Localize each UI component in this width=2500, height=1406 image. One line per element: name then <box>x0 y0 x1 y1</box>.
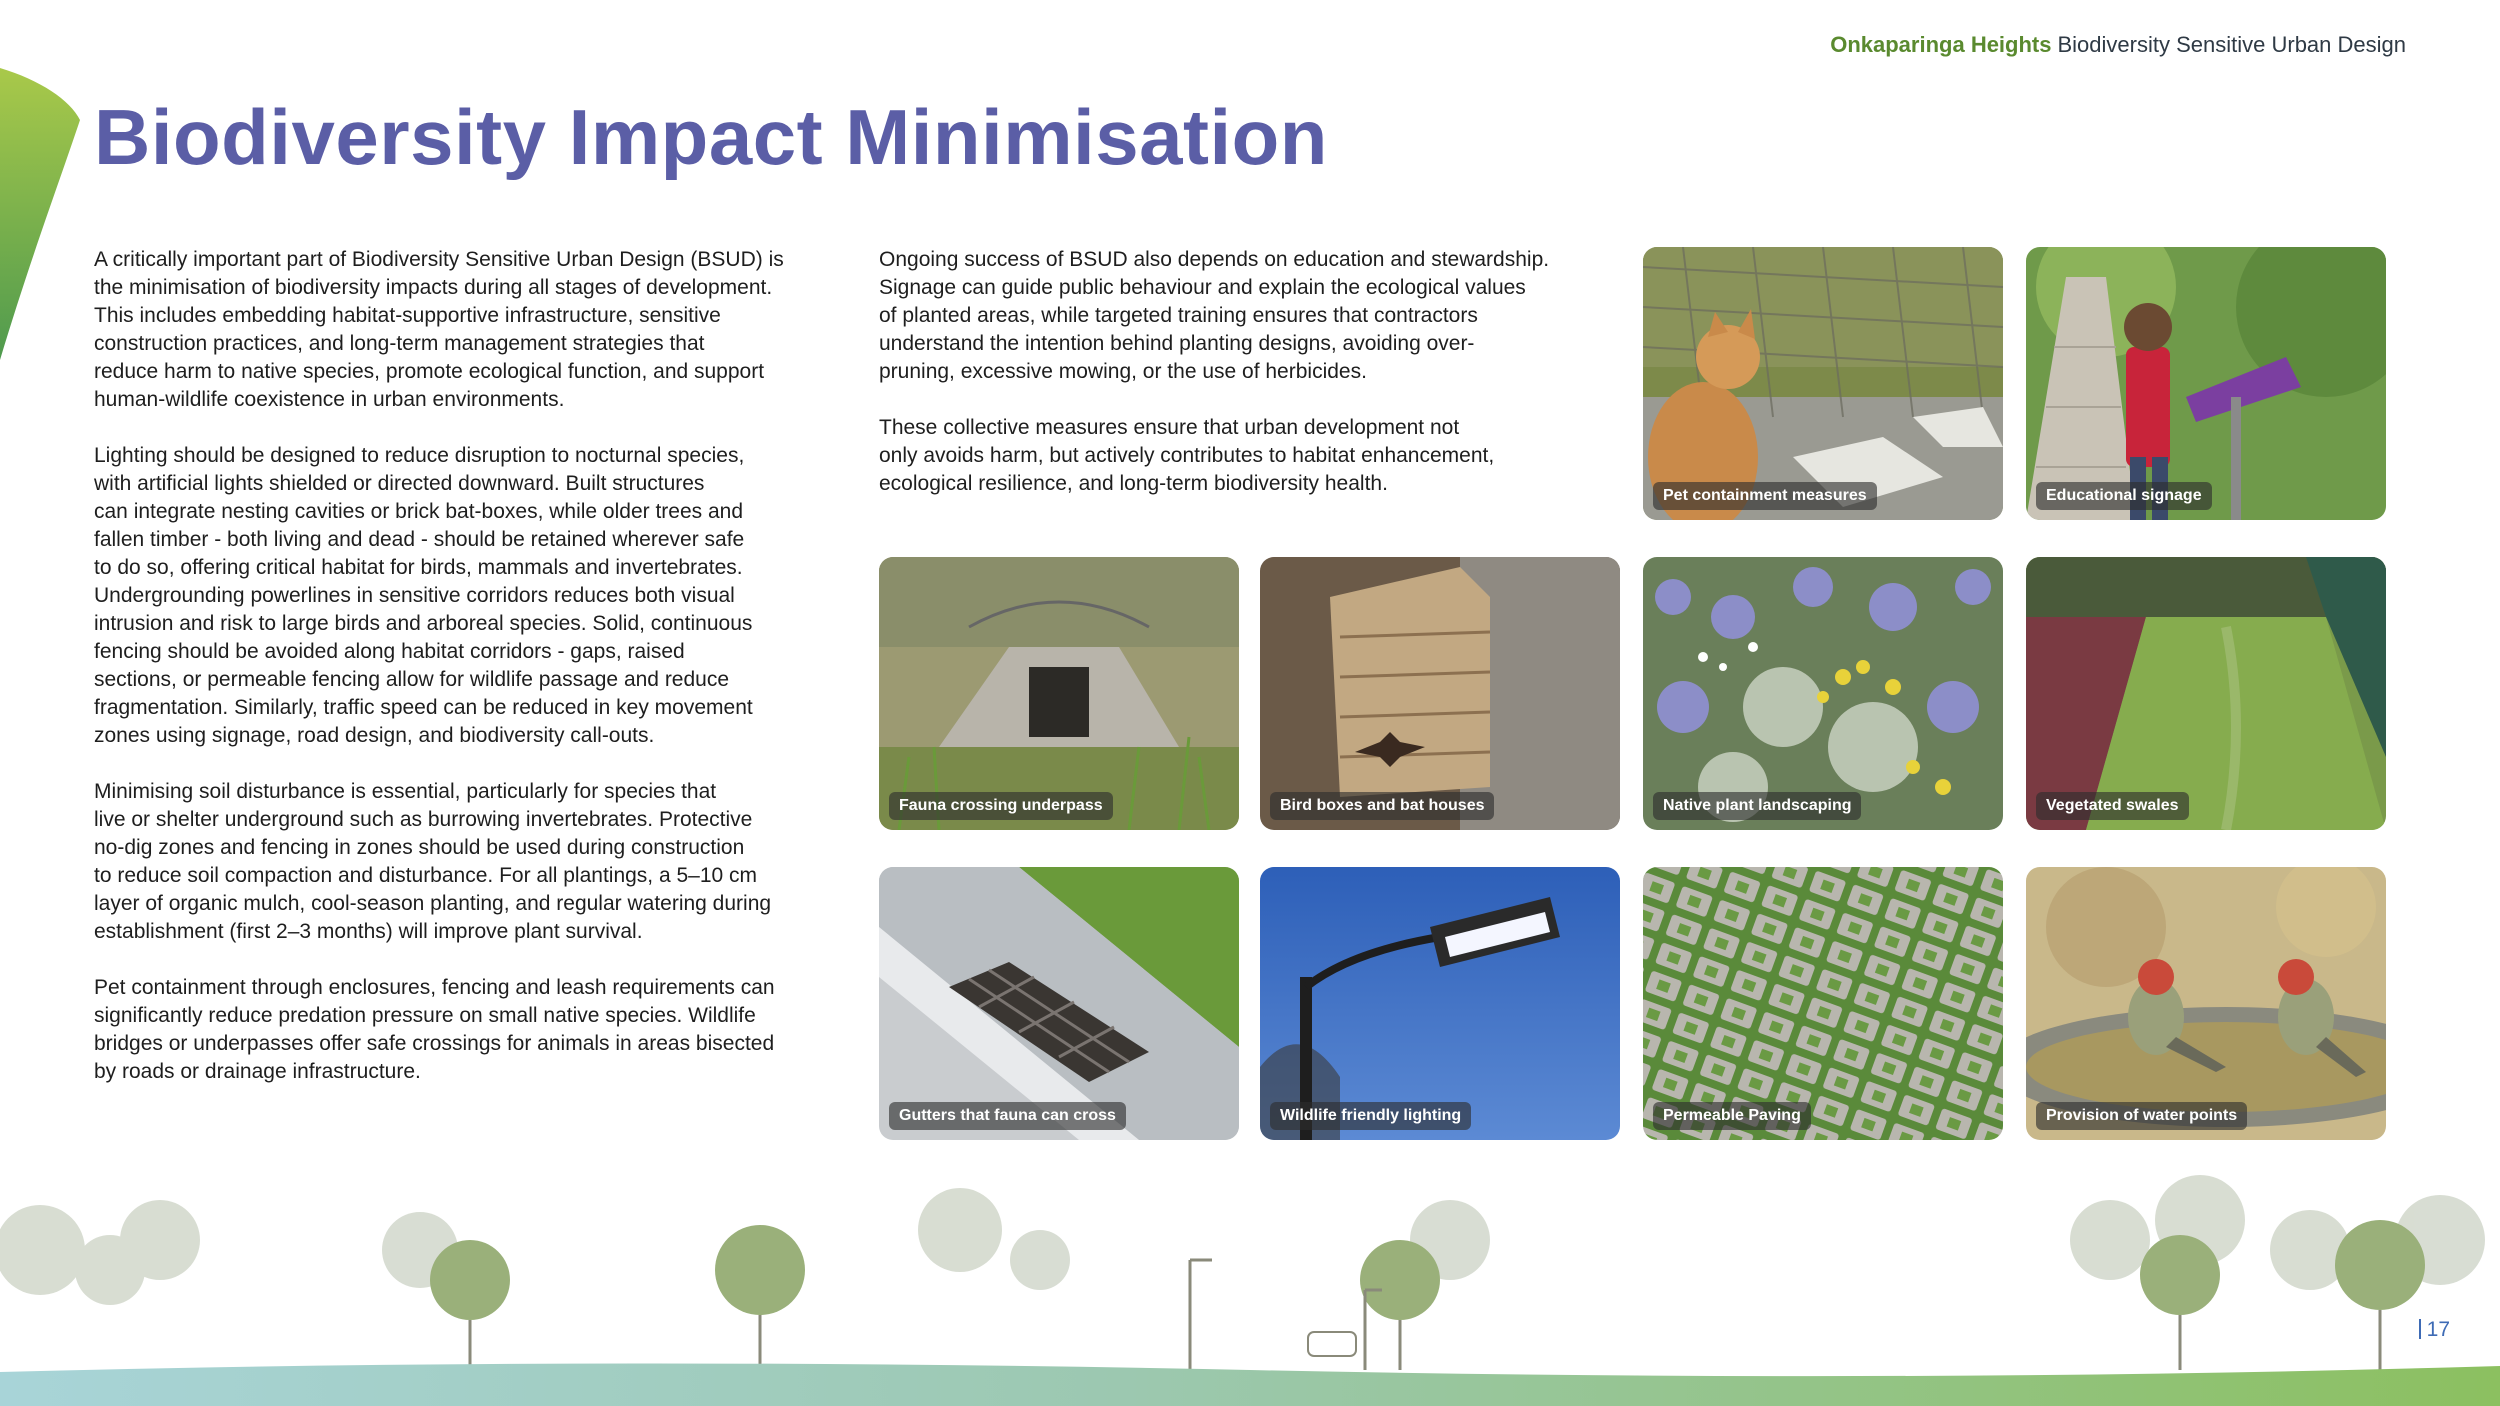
paragraph: Ongoing success of BSUD also depends on education and stewardship. Signage can guide public behaviour and explain the ecological values of planted areas, while targeted training ensures that contractors understand the intention behind planting designs, avoiding over- pruning, excessive mowing, or the use of herbicides. <box>879 248 1550 383</box>
pet-containment-image <box>1643 247 2003 520</box>
photo-caption: Wildlife friendly lighting <box>1270 1102 1471 1130</box>
photo-bird-boxes <box>1260 557 1620 830</box>
green-swoosh-decoration <box>0 60 90 380</box>
photo-vegetated-swales <box>2026 557 2386 830</box>
vegetated-swales-image <box>2026 557 2386 830</box>
paragraph: Lighting should be designed to reduce disruption to nocturnal species, with artificial lights shielded or directed downward. Built structures can integrate nesting cavities or brick bat-boxes, while older trees and fallen timber - both living and dead - should be retained wherever safe to do so, offering critical habitat for birds, mammals and invertebrates. Undergrounding powerlines in sensitive corridors reduces both visual intrusion and risk to large birds and arboreal species. Solid, continuous fencing should be avoided along habitat corridors - gaps, raised sections, or permeable fencing allow for wildlife passage and reduce fragmentation. Similarly, traffic speed can be reduced in key movement zones using signage, road design, and biodiversity call-outs. <box>94 444 753 747</box>
photo-water-points <box>2026 867 2386 1140</box>
paragraph: A critically important part of Biodiversity Sensitive Urban Design (BSUD) is the minimisation of biodiversity impacts during all stages of development. This includes embedding habitat-supportive infrastructure, sensitive construction practices, and long-term management strategies that reduce harm to native species, promote ecological function, and support human-wildlife coexistence in urban environments. <box>94 248 784 411</box>
photo-fauna-underpass <box>879 557 1239 830</box>
photo-caption: Vegetated swales <box>2036 792 2189 820</box>
photo-caption: Native plant landscaping <box>1653 792 1861 820</box>
brand-name: Onkaparinga Heights <box>1830 32 2052 57</box>
page-number <box>2419 1318 2450 1342</box>
paragraph: Pet containment through enclosures, fencing and leash requirements can significantly reduce predation pressure on small native species. Wildlife bridges or underpasses offer safe crossings for animals in areas bisected by roads or drainage infrastructure. <box>94 976 775 1083</box>
photo-gutters <box>879 867 1239 1140</box>
wildlife-lighting-image <box>1260 867 1620 1140</box>
photo-caption: Provision of water points <box>2036 1102 2247 1130</box>
running-header <box>1830 32 2406 58</box>
photo-caption: Pet containment measures <box>1653 482 1877 510</box>
bird-boxes-image <box>1260 557 1620 830</box>
header-subtitle: Biodiversity Sensitive Urban Design <box>2057 32 2406 57</box>
page-number-divider <box>2419 1319 2421 1339</box>
page-title: Biodiversity Impact Minimisation <box>94 93 1328 181</box>
left-text-column <box>94 246 854 1114</box>
photo-caption: Educational signage <box>2036 482 2212 510</box>
page-number-value: 17 <box>2426 1318 2450 1341</box>
middle-text-column <box>879 246 1639 526</box>
permeable-paving-image <box>1643 867 2003 1140</box>
photo-caption: Gutters that fauna can cross <box>889 1102 1126 1130</box>
educational-signage-image <box>2026 247 2386 520</box>
fauna-underpass-image <box>879 557 1239 830</box>
photo-pet-containment <box>1643 247 2003 520</box>
landscape-illustration <box>0 1160 2500 1406</box>
paragraph: These collective measures ensure that urban development not only avoids harm, but actively contributes to habitat enhancement, ecological resilience, and long-term biodiversity health. <box>879 416 1495 495</box>
photo-wildlife-lighting <box>1260 867 1620 1140</box>
water-points-image <box>2026 867 2386 1140</box>
photo-caption: Permeable Paving <box>1653 1102 1811 1130</box>
paragraph: Minimising soil disturbance is essential, particularly for species that live or shelter underground such as burrowing invertebrates. Protective no-dig zones and fencing in zones should be used during construction to reduce soil compaction and disturbance. For all plantings, a 5–10 cm layer of organic mulch, cool-season planting, and regular watering during establishment (first 2–3 months) will improve plant survival. <box>94 780 772 943</box>
photo-educational-signage <box>2026 247 2386 520</box>
photo-caption: Bird boxes and bat houses <box>1270 792 1494 820</box>
photo-native-plants <box>1643 557 2003 830</box>
photo-permeable-paving <box>1643 867 2003 1140</box>
native-plants-image <box>1643 557 2003 830</box>
gutters-image <box>879 867 1239 1140</box>
photo-caption: Fauna crossing underpass <box>889 792 1113 820</box>
